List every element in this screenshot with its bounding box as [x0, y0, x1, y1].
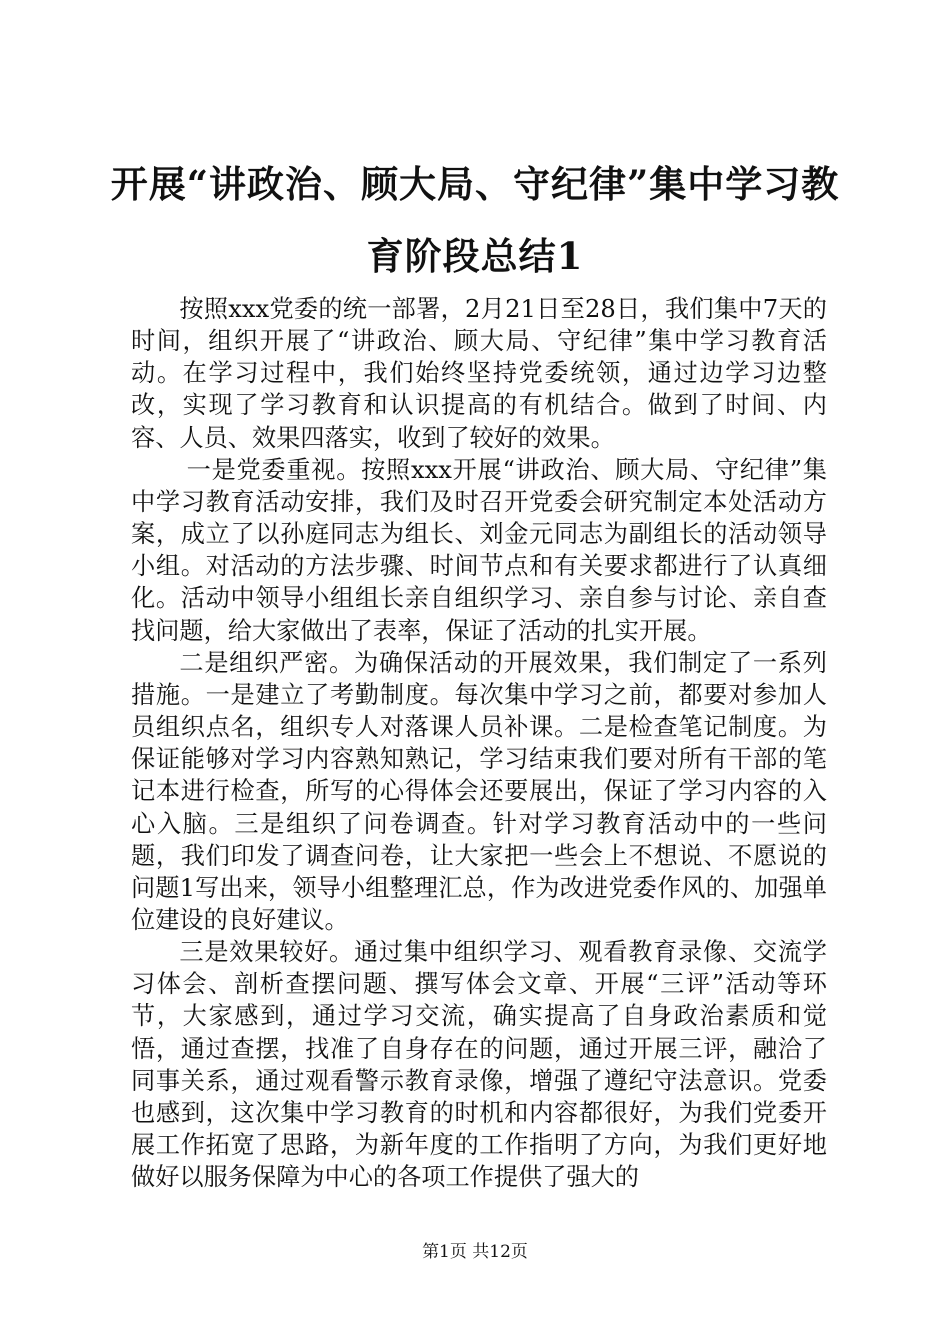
paragraph-intro: 按照xxx党委的统一部署，2月21日至28日，我们集中7天的时间，组织开展了“讲政治、顾大局、守纪律”集中学习教育活动。在学习过程中，我们始终坚持党委统领，通过边学习边整改，实现了学习教育和认识提高的有机结合。做到了时间、内容、人员、效果四落实，收到了较好的效果。 [131, 295, 827, 452]
paragraph-point-three: 三是效果较好。通过集中组织学习、观看教育录像、交流学习体会、剖析查摆问题、撰写体会文章、开展“三评”活动等环节，大家感到，通过学习交流，确实提高了自身政治素质和觉悟，通过查摆，找准了自身存在的问题，通过开展三评，融洽了同事关系，通过观看警示教育录像，增强了遵纪守法意识。党委也感到，这次集中学习教育的时机和内容都很好，为我们党委开展工作拓宽了思路，为新年度的工作指明了方向，为我们更好地做好以服务保障为中心的各项工作提供了强大的 [131, 938, 827, 1192]
page-number-footer: 第1页 共12页 [422, 1242, 528, 1262]
document-title: 开展“讲政治、顾大局、守纪律”集中学习教育阶段总结1 [110, 162, 840, 278]
paragraph-point-one: 一是党委重视。按照xxx开展“讲政治、顾大局、守纪律”集中学习教育活动安排，我们及时召开党委会研究制定本处活动方案，成立了以孙庭同志为组长、刘金元同志为副组长的活动领导小组。对活动的方法步骤、时间节点和有关要求都进行了认真细化。活动中领导小组组长亲自组织学习、亲自参与讨论、亲自查找问题，给大家做出了表率，保证了活动的扎实开展。 [131, 455, 827, 645]
document-body [131, 293, 827, 1193]
paragraph-point-two: 二是组织严密。为确保活动的开展效果，我们制定了一系列措施。一是建立了考勤制度。每次集中学习之前，都要对参加人员组织点名，组织专人对落课人员补课。二是检查笔记制度。为保证能够对学习内容熟知熟记，学习结束我们要对所有干部的笔记本进行检查，所写的心得体会还要展出，保证了学习内容的入心入脑。三是组织了问卷调查。针对学习教育活动中的一些问题，我们印发了调查问卷，让大家把一些会上不想说、不愿说的问题1写出来，领导小组整理汇总，作为改进党委作风的、加强单位建设的良好建议。 [131, 648, 827, 934]
